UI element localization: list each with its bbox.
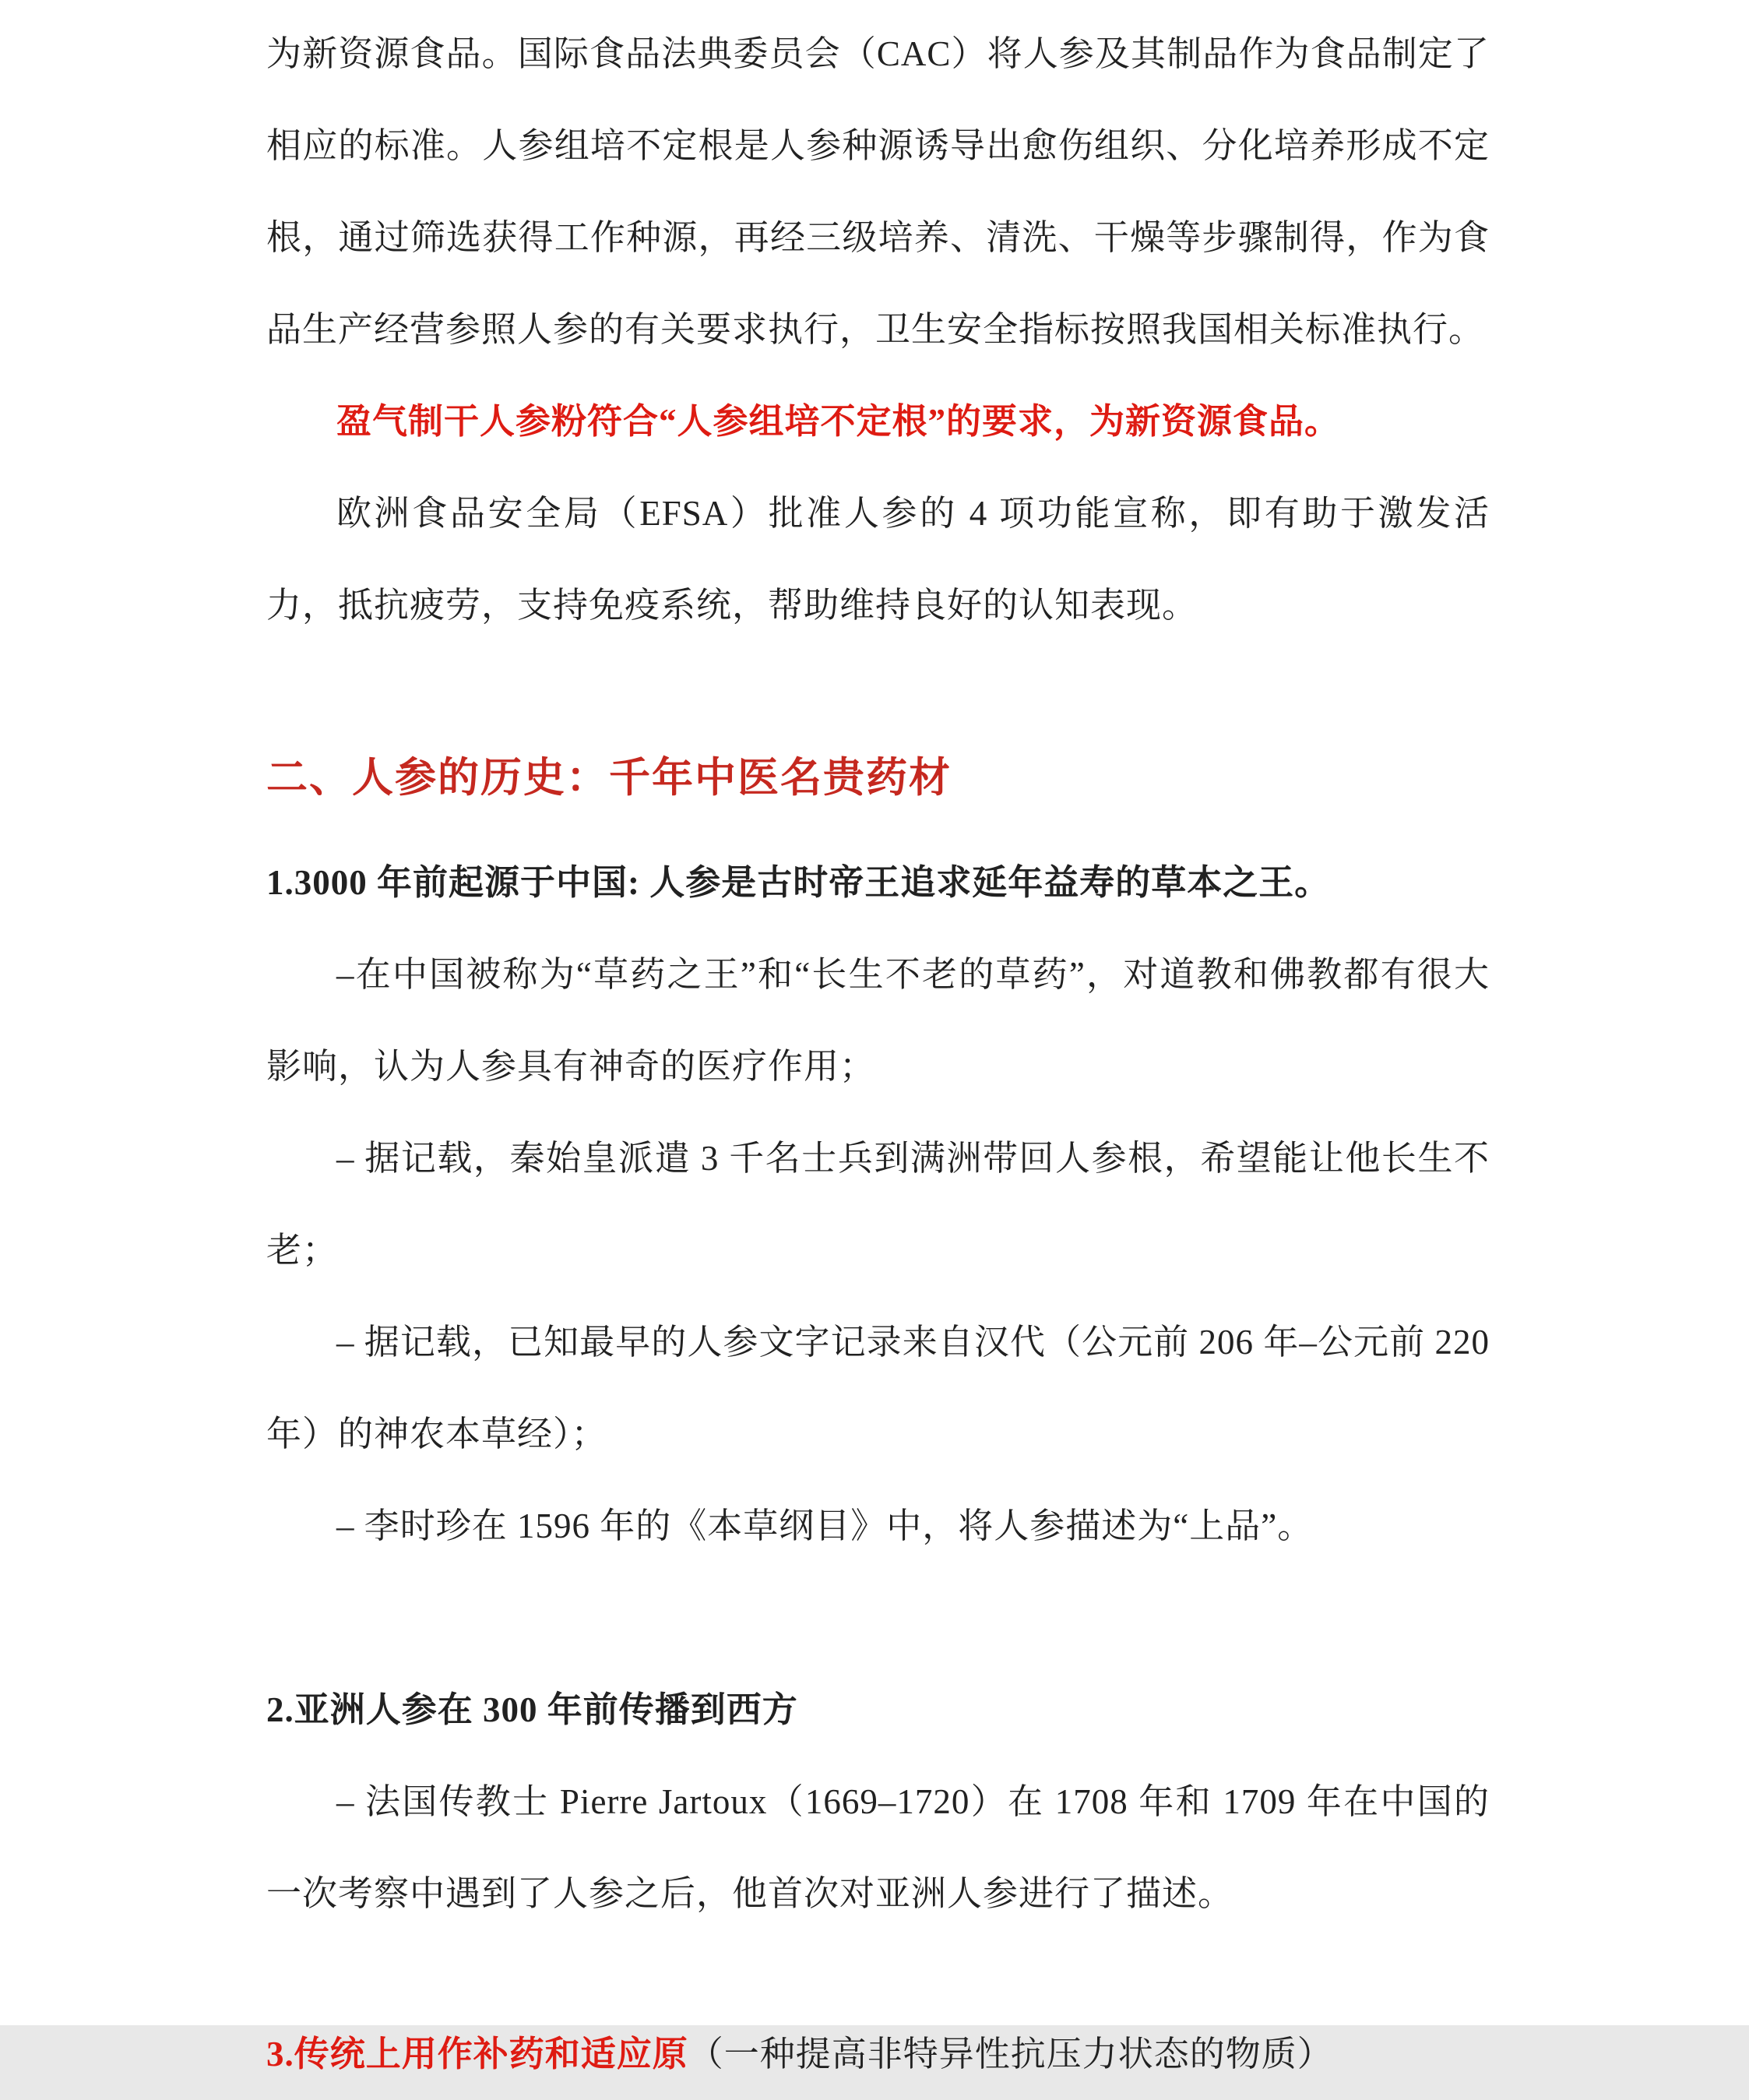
bullet-lishizhen: – 李时珍在 1596 年的《本草纲目》中，将人参描述为“上品”。 [336,1506,1314,1545]
sub-heading-tonic-adaptogen [266,2008,1490,2100]
sub-heading-tonic-red-part: 3.传统上用作补药和适应原 [266,2035,688,2074]
bullet-qinshihuang: – 据记载，秦始皇派遣 3 千名士兵到满洲带回人参根，希望能让他长生不老； [266,1139,1490,1270]
paragraph-intro-continuation: 为新资源食品。国际食品法典委员会（CAC）将人参及其制品作为食品制定了相应的标准。人参组培不定根是人参种源诱导出愈伤组织、分化培养形成不定根，通过筛选获得工作种源，再经三级培养、清洗、干燥等步骤制得，作为食品生产经营参照人参的有关要求执行，卫生安全指标按照我国相关标准执行。 [266,34,1490,349]
bullet-jartoux: – 法国传教士 Pierre Jartoux（1669–1720）在 1708 年和 1709 年在中国的一次考察中遇到了人参之后，他首次对亚洲人参进行了描述。 [266,1782,1490,1913]
sub-heading-origin-china: 1.3000 年前起源于中国: 人参是古时帝王追求延年益寿的草本之王。 [266,863,1331,902]
sub-heading-spread-west: 2.亚洲人参在 300 年前传播到西方 [266,1690,798,1729]
paragraph-highlight-red: 盈气制干人参粉符合“人参组培不定根”的要求，为新资源食品。 [336,402,1341,441]
paragraph-efsa: 欧洲食品安全局（EFSA）批准人参的 4 项功能宣称，即有助于激发活力，抵抗疲劳，支持免疫系统，帮助维持良好的认知表现。 [266,494,1490,625]
bullet-han-record: – 据记载，已知最早的人参文字记录来自汉代（公元前 206 年–公元前 220 年）的神农本草经）； [266,1323,1490,1453]
section-heading-history: 二、人参的历史：千年中医名贵药材 [266,756,952,801]
bullet-king-of-herbs: –在中国被称为“草药之王”和“长生不老的草药”，对道教和佛教都有很大影响，认为人参具有神奇的医疗作用； [266,955,1490,1086]
sub-heading-tonic-black-part: （一种提高非特异性抗压力状态的物质） [688,2035,1333,2074]
